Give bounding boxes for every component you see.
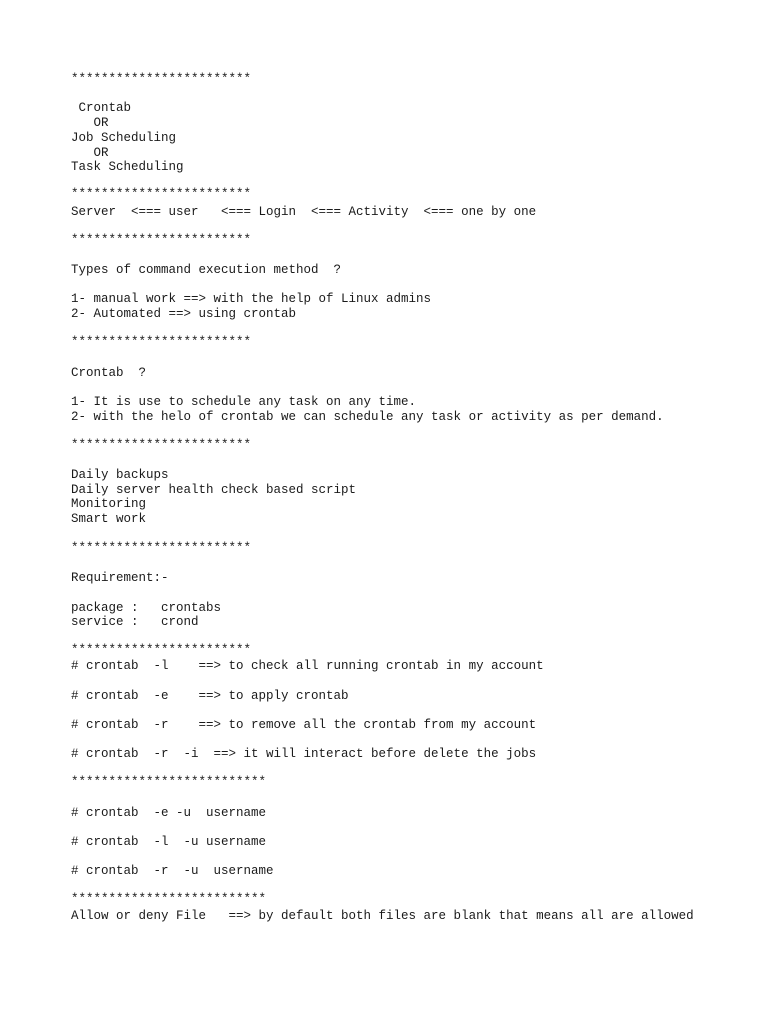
command-line: # crontab -e ==> to apply crontab — [71, 689, 349, 703]
text-line: Requirement:- — [71, 571, 169, 585]
text-line: Task Scheduling — [71, 160, 184, 174]
text-line: Types of command execution method ? — [71, 263, 342, 277]
text-line: OR — [71, 116, 109, 130]
text-line: package : crontabs — [71, 601, 222, 615]
text-line: Monitoring — [71, 497, 147, 511]
text-line: Job Scheduling — [71, 131, 177, 145]
text-line: Daily backups — [71, 468, 169, 482]
text-line: Crontab — [71, 101, 132, 115]
text-line: 2- with the helo of crontab we can schedule any task or activity as per demand. — [71, 410, 664, 424]
command-line: # crontab -e -u username — [71, 806, 267, 820]
text-line: 2- Automated ==> using crontab — [71, 307, 297, 321]
text-line: Allow or deny File ==> by default both files are blank that means all are allowed — [71, 909, 694, 923]
text-line: service : crond — [71, 615, 199, 629]
separator-line: ************************** — [71, 892, 267, 906]
separator-line: ************************** — [71, 775, 267, 789]
separator-line: ************************ — [71, 72, 252, 86]
separator-line: ************************ — [71, 335, 252, 349]
separator-line: ************************ — [71, 643, 252, 657]
command-line: # crontab -l ==> to check all running crontab in my account — [71, 659, 544, 673]
separator-line: ************************ — [71, 233, 252, 247]
command-line: # crontab -r ==> to remove all the crontab from my account — [71, 718, 537, 732]
text-line: OR — [71, 146, 109, 160]
text-line: Server <=== user <=== Login <=== Activity <=== one by one — [71, 205, 537, 219]
command-line: # crontab -r -u username — [71, 864, 274, 878]
text-line: 1- It is use to schedule any task on any time. — [71, 395, 417, 409]
text-line: Crontab ? — [71, 366, 147, 380]
separator-line: ************************ — [71, 541, 252, 555]
text-line: Daily server health check based script — [71, 483, 357, 497]
text-line: 1- manual work ==> with the help of Linux admins — [71, 292, 432, 306]
separator-line: ************************ — [71, 438, 252, 452]
separator-line: ************************ — [71, 187, 252, 201]
command-line: # crontab -l -u username — [71, 835, 267, 849]
command-line: # crontab -r -i ==> it will interact before delete the jobs — [71, 747, 537, 761]
text-line: Smart work — [71, 512, 147, 526]
